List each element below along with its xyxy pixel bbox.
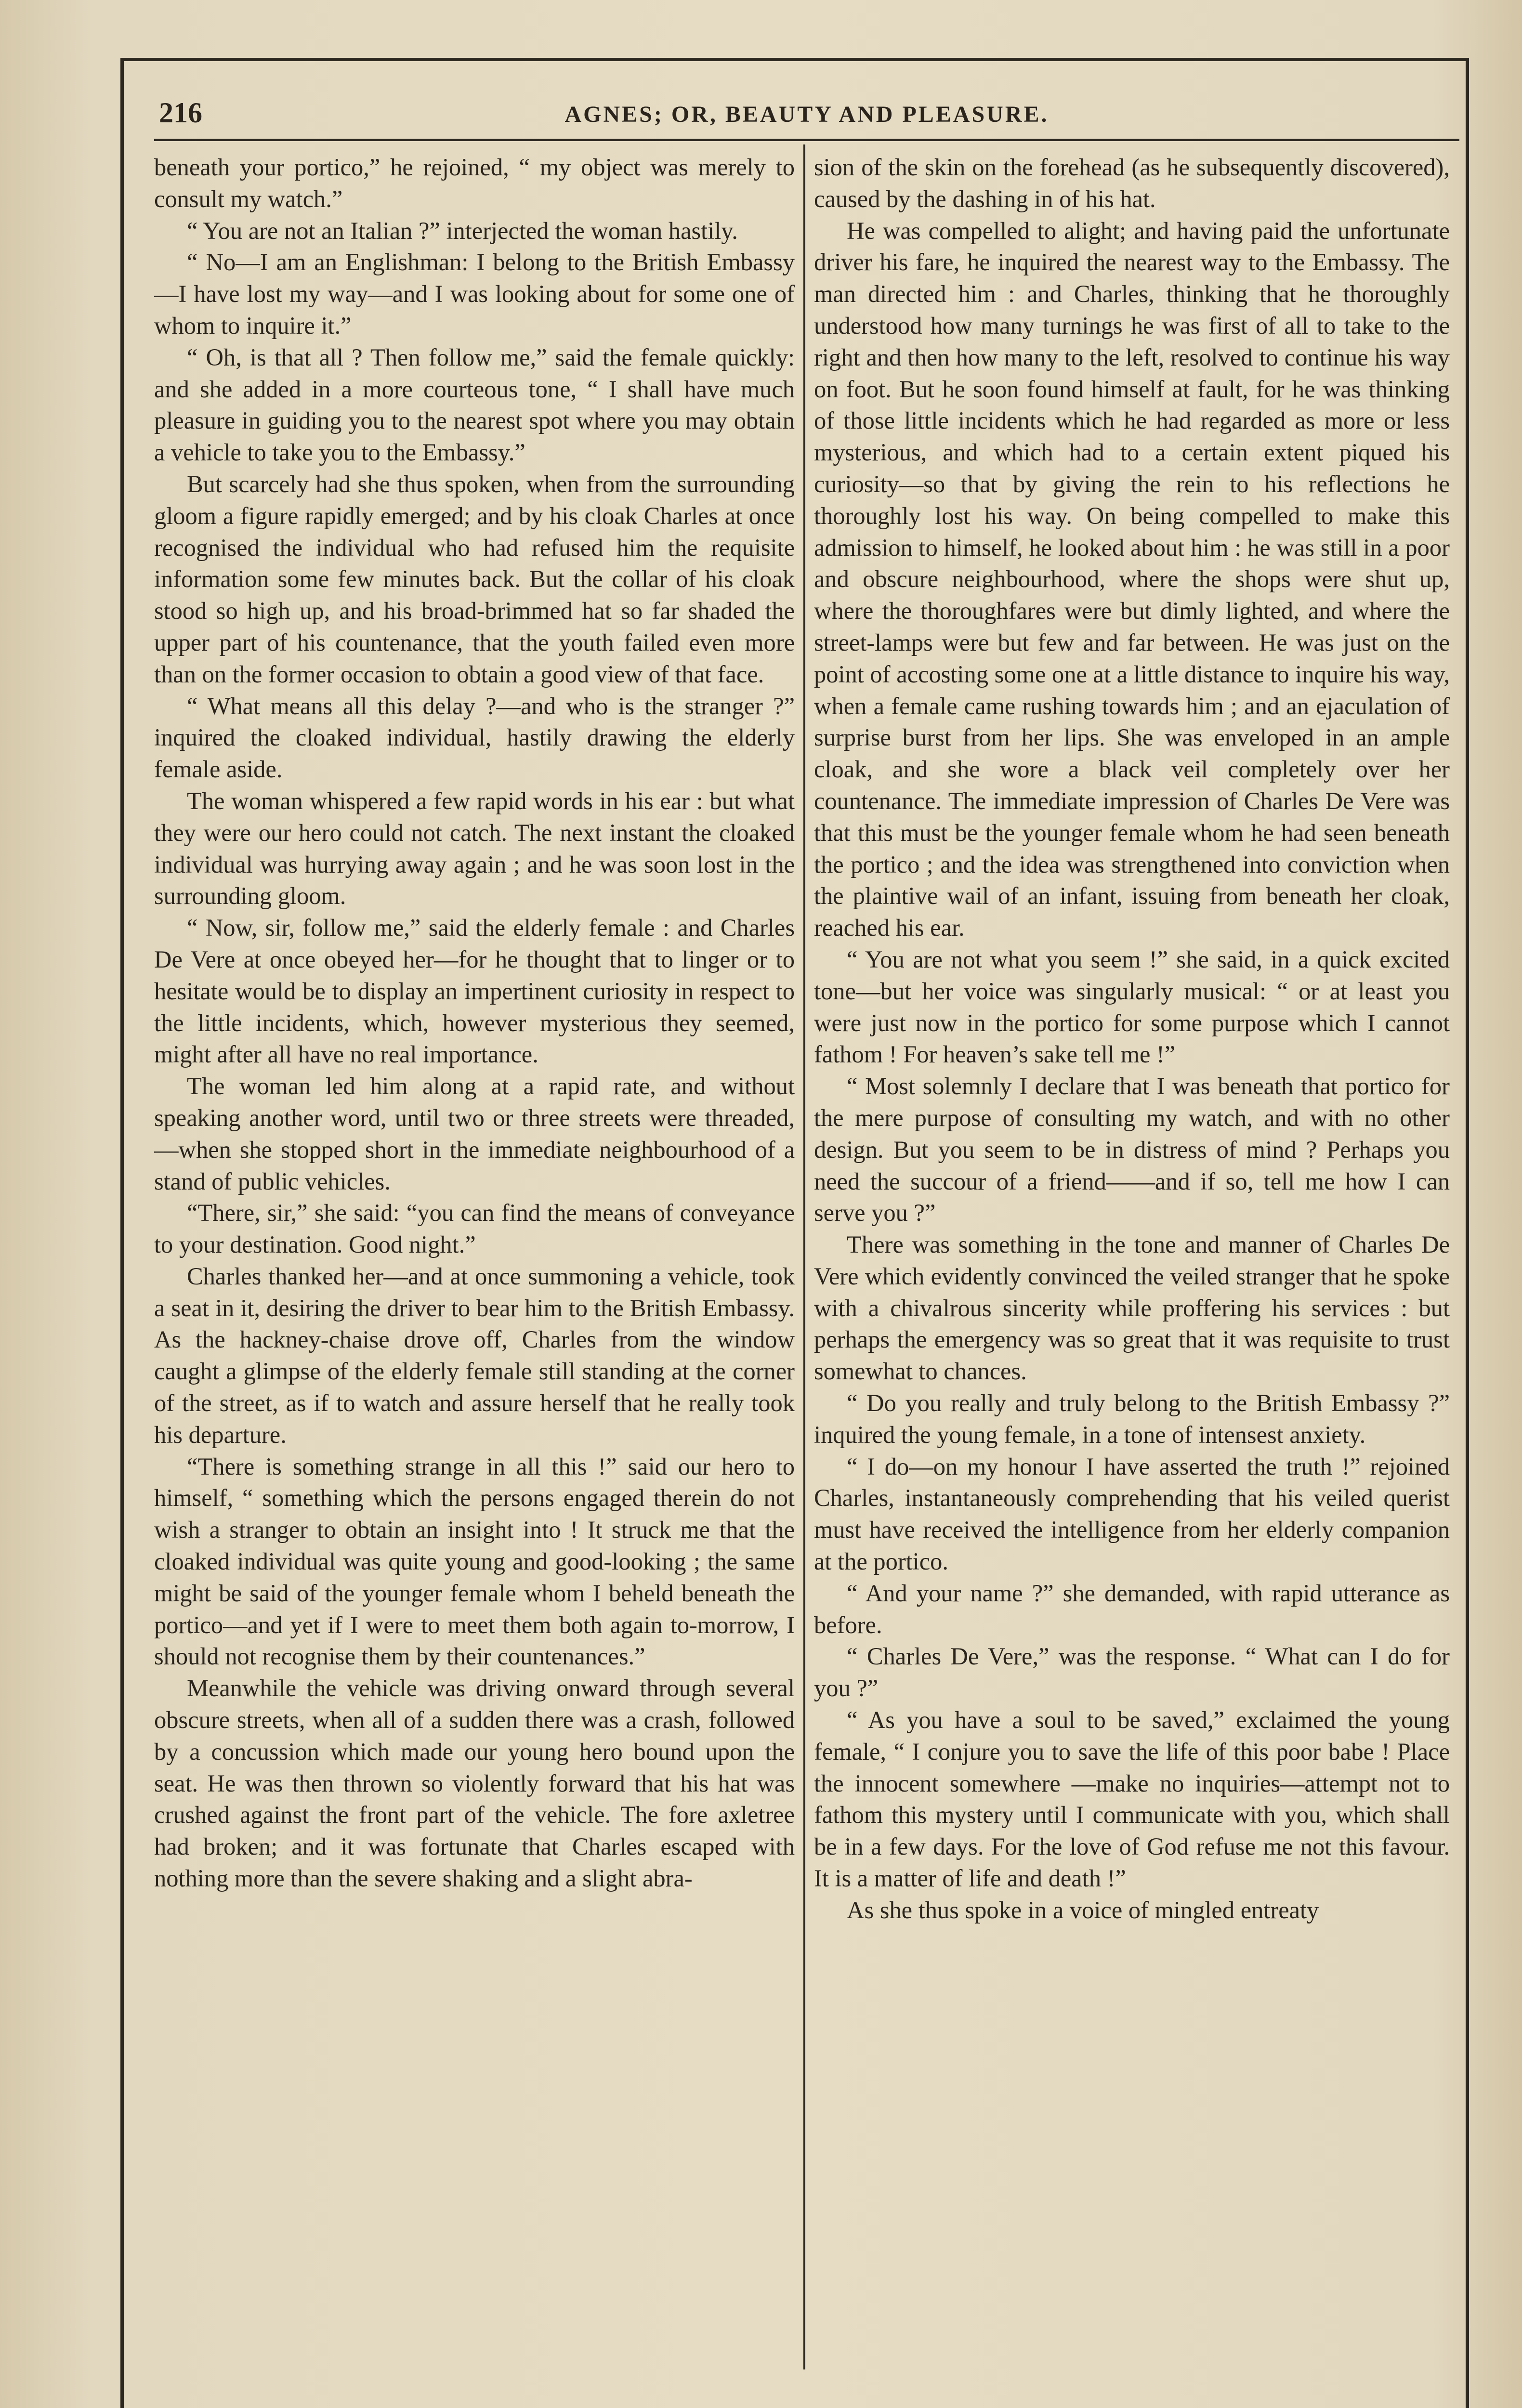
running-title: AGNES; OR, BEAUTY AND PLEASURE.	[564, 102, 1049, 127]
paragraph: beneath your portico,” he rejoined, “ my object was merely to consult my watch.”	[154, 154, 795, 212]
paragraph: “ And your name ?” she demanded, with rapid utterance as before.	[814, 1579, 1450, 1638]
right-column	[814, 152, 1450, 2362]
paragraph: Charles thanked her—and at once summoning a vehicle, took a seat in it, desiring the driver to bear him to the British Embassy. As the hackney-chaise drove off, Charles from the window caught a glimpse of the elderly female still standing at the corner of the street, as if to watch and assure herself that he really took his departure.	[154, 1262, 795, 1448]
paragraph: “ No—I am an Englishman: I belong to the British Embassy—I have lost my way—and I was looking about for some one of whom to inquire it.”	[154, 249, 795, 339]
paragraph: “ You are not what you seem !” she said, in a quick excited tone—but her voice was singularly musical: “ or at least you were just now in the portico for some purpose which I cannot fathom ! For heaven’s sake tell me !”	[814, 945, 1450, 1068]
paragraph: Meanwhile the vehicle was driving onward through several obscure streets, when all of a sudden there was a crash, followed by a concussion which made our young hero bound upon the seat. He was then thrown so violently forward that his hat was crushed against the front part of the vehicle. The fore axletree had broken; and it was fortunate that Charles escaped with nothing more than the severe shaking and a slight abra-	[154, 1675, 795, 1892]
paragraph: As she thus spoke in a voice of mingled entreaty	[847, 1896, 1319, 1924]
page-header	[159, 96, 1455, 135]
paragraph: There was something in the tone and manner of Charles De Vere which evidently convinced the veiled stranger that he spoke with a chivalrous sincerity while proffering his services : but perhaps the emergency was so great that it was requisite to trust somewhat to chances.	[814, 1231, 1450, 1385]
paragraph: The woman whispered a few rapid words in his ear : but what they were our hero could not catch. The next instant the cloaked individual was hurrying away again ; and he was soon lost in the surrounding gloom.	[154, 787, 795, 910]
paragraph: “ Do you really and truly belong to the British Embassy ?” inquired the young female, in a tone of intensest anxiety.	[814, 1389, 1450, 1448]
left-column	[154, 152, 795, 2362]
paragraph: But scarcely had she thus spoken, when from the surrounding gloom a figure rapidly emerged; and by his cloak Charles at once recognised the individual who had refused him the requisite information some few minutes back. But the collar of his cloak stood so high up, and his broad-brimmed hat so far shaded the upper part of his countenance, that the youth failed even more than on the former occasion to obtain a good view of that face.	[154, 470, 795, 688]
paragraph: “ As you have a soul to be saved,” exclaimed the young female, “ I conjure you to save the life of this poor babe ! Place the innocent somewhere —make no inquiries—attempt not to fathom this mystery until I communicate with you, which shall be in a few days. For the love of God refuse me not this favour. It is a matter of life and death !”	[814, 1706, 1450, 1892]
paragraph: “ Now, sir, follow me,” said the elderly female : and Charles De Vere at once obeyed her—for he thought that to linger or to hesitate would be to display an impertinent curiosity in respect to the little incidents, which, however mysterious they seemed, might after all have no real importance.	[154, 914, 795, 1068]
paragraph: “ I do—on my honour I have asserted the truth !” rejoined Charles, instantaneously comprehending that his veiled querist must have received the intelligence from her elderly companion at the portico.	[814, 1453, 1450, 1575]
paragraph: “ Oh, is that all ? Then follow me,” said the female quickly: and she added in a more courteous tone, “ I shall have much pleasure in guiding you to the nearest spot where you may obtain a vehicle to take you to the Embassy.”	[154, 343, 795, 466]
paragraph: He was compelled to alight; and having paid the unfortunate driver his fare, he inquired the nearest way to the Embassy. The man directed him : and Charles, thinking that he thoroughly understood how many turnings he was first of all to take to the right and then how many to the left, resolved to continue his way on foot. But he soon found himself at fault, for he was thinking of those little incidents which he had regarded as more or less mysterious, and which had to a certain extent piqued his curiosity—so that by giving the rein to his reflections he thoroughly lost his way. On being compelled to make this admission to himself, he looked about him : he was still in a poor and obscure neighbourhood, where the shops were shut up, where the thoroughfares were but dimly lighted, and where the street-lamps were but few and far between. He was just on the point of accosting some one at a little distance to inquire his way, when a female came rushing towards him ; and an ejaculation of surprise burst from her lips. She was enveloped in an ample cloak, and she wore a black veil completely over her countenance. The immediate impression of Charles De Vere was that this must be the younger female whom he had seen beneath the portico ; and the idea was strengthened into conviction when the plaintive wail of an infant, issuing from beneath her cloak, reached his ear.	[814, 217, 1450, 942]
paragraph: “ Charles De Vere,” was the response. “ What can I do for you ?”	[814, 1643, 1450, 1702]
paragraph: “There is something strange in all this !” said our hero to himself, “ something which the persons engaged therein do not wish a stranger to obtain an insight into ! It struck me that the cloaked individual was quite young and good-looking ; the same might be said of the younger female whom I beheld beneath the portico—and yet if I were to meet them both again to-morrow, I should not recognise them by their countenances.”	[154, 1453, 795, 1670]
paragraph: “ You are not an Italian ?” interjected the woman hastily.	[187, 217, 738, 244]
column-divider	[803, 144, 805, 2369]
paragraph: “There, sir,” she said: “you can find the means of conveyance to your destination. Good night.”	[154, 1199, 795, 1258]
paragraph: sion of the skin on the forehead (as he subsequently discovered), caused by the dashing in of his hat.	[814, 154, 1450, 212]
page-number: 216	[159, 97, 202, 129]
paragraph: “ What means all this delay ?—and who is the stranger ?” inquired the cloaked individual, hastily drawing the elderly female aside.	[154, 692, 795, 783]
paragraph: The woman led him along at a rapid rate, and without speaking another word, until two or three streets were threaded,—when she stopped short in the immediate neighbourhood of a stand of public vehicles.	[154, 1073, 795, 1195]
header-rule	[154, 139, 1459, 141]
paragraph: “ Most solemnly I declare that I was beneath that portico for the mere purpose of consulting my watch, and with no other design. But you seem to be in distress of mind ? Perhaps you need the succour of a friend——and if so, tell me how I can serve you ?”	[814, 1073, 1450, 1227]
